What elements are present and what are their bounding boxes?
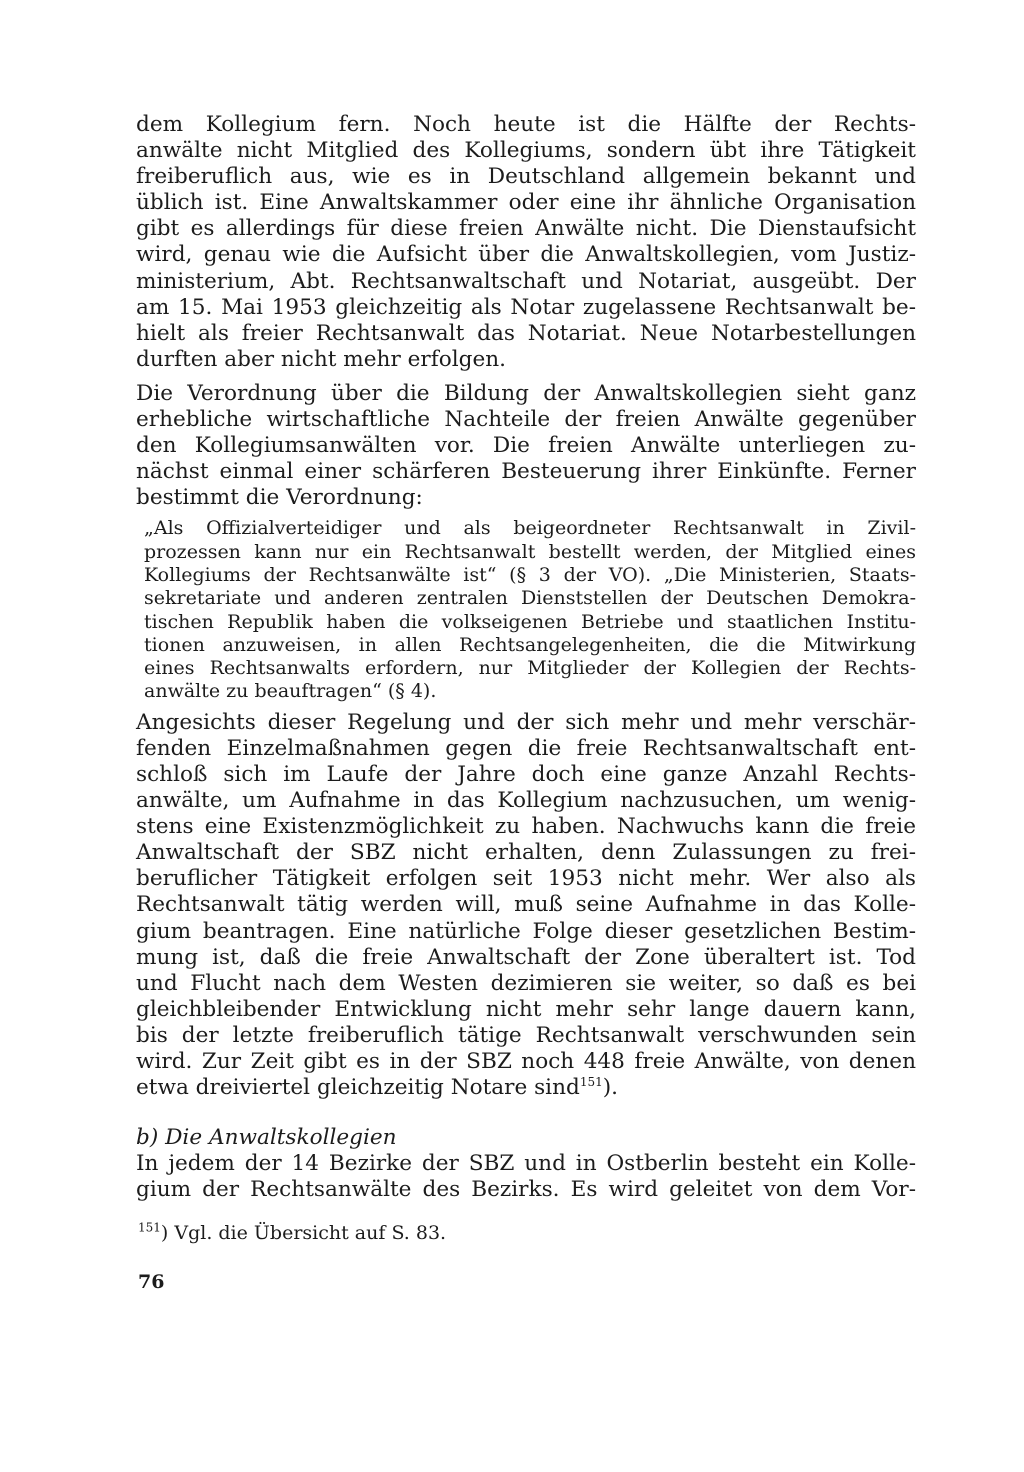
text-line: Die Verordnung über die Bildung der Anwaltskollegien sieht ganz xyxy=(136,380,916,406)
quote-line: tionen anzuweisen, in allen Rechtsangelegenheiten, die die Mitwirkung xyxy=(144,633,916,656)
text-line: anwälte nicht Mitglied des Kollegiums, sondern übt ihre Tätigkeit xyxy=(136,138,916,164)
text-line: am 15. Mai 1953 gleichzeitig als Notar zugelassene Rechtsanwalt be- xyxy=(136,294,916,320)
text-line: Anwaltschaft der SBZ nicht erhalten, denn Zulassungen zu frei- xyxy=(136,840,916,866)
text-line: und Flucht nach dem Westen dezimieren sie weiter, so daß es bei xyxy=(136,970,916,996)
text-line: In jedem der 14 Bezirke der SBZ und in Ostberlin besteht ein Kolle- xyxy=(136,1151,916,1177)
footnote-mark: 151 xyxy=(138,1221,161,1236)
text-line: üblich ist. Eine Anwaltskammer oder eine ihr ähnliche Organisation xyxy=(136,190,916,216)
text-line: gibt es allerdings für diese freien Anwälte nicht. Die Dienstaufsicht xyxy=(136,216,916,242)
text-line: Rechtsanwalt tätig werden will, muß seine Aufnahme in das Kolle- xyxy=(136,892,916,918)
block-quote xyxy=(144,517,916,703)
text-line: wird, genau wie die Aufsicht über die Anwaltskollegien, vom Justiz- xyxy=(136,242,916,268)
footnote xyxy=(136,1221,916,1245)
text-line: anwälte, um Aufnahme in das Kollegium nachzusuchen, um wenig- xyxy=(136,788,916,814)
footnote-reference[interactable]: 151 xyxy=(579,1074,603,1089)
text-line: bestimmt die Verordnung: xyxy=(136,485,423,511)
text-line: dem Kollegium fern. Noch heute ist die Hälfte der Rechts- xyxy=(136,112,916,137)
text-line: freiberuflich aus, wie es in Deutschland allgemein bekannt und xyxy=(136,164,916,190)
paragraph-2 xyxy=(136,381,916,511)
text-line: stens eine Existenzmöglichkeit zu haben. Nachwuchs kann die freie xyxy=(136,814,916,840)
paragraph-1 xyxy=(136,112,916,373)
text-fragment: ). xyxy=(602,1075,619,1101)
quote-line: „Als Offizialverteidiger und als beigeordneter Rechtsanwalt in Zivil- xyxy=(144,517,916,540)
text-line: beruflicher Tätigkeit erfolgen seit 1953 nicht mehr. Wer also als xyxy=(136,866,916,892)
quote-line: Kollegiums der Rechtsanwälte ist“ (§ 3 der VO). „Die Ministerien, Staats- xyxy=(144,564,916,586)
paragraph-4 xyxy=(136,1151,916,1203)
text-line: Angesichts dieser Regelung und der sich mehr und mehr verschär- xyxy=(136,709,916,735)
document-page xyxy=(136,112,916,1293)
text-fragment: etwa dreiviertel gleichzeitig Notare sind xyxy=(136,1075,580,1101)
text-line: hielt als freier Rechtsanwalt das Notariat. Neue Notarbestellungen xyxy=(136,320,916,346)
text-line: den Kollegiumsanwälten vor. Die freien Anwälte unterliegen zu- xyxy=(136,433,916,459)
text-line: erhebliche wirtschaftliche Nachteile der freien Anwälte gegenüber xyxy=(136,407,916,433)
section-heading: b) Die Anwaltskollegien xyxy=(136,1125,397,1151)
page-number: 76 xyxy=(138,1271,165,1294)
quote-line: eines Rechtsanwalts erfordern, nur Mitglieder der Kollegien der Rechts- xyxy=(144,657,916,680)
text-line: fenden Einzelmaßnahmen gegen die freie Rechtsanwaltschaft ent- xyxy=(136,735,916,761)
quote-line: prozessen kann nur ein Rechtsanwalt bestellt werden, der Mitglied eines xyxy=(144,540,916,563)
quote-line: anwälte zu beauftragen“ (§ 4). xyxy=(144,680,437,703)
paragraph-3 xyxy=(136,710,916,1101)
text-line: schloß sich im Laufe der Jahre doch eine ganze Anzahl Rechts- xyxy=(136,761,916,787)
text-line: wird. Zur Zeit gibt es in der SBZ noch 448 freie Anwälte, von denen xyxy=(136,1049,916,1074)
text-line: gleichbleibender Entwicklung nicht mehr sehr lange dauern kann, xyxy=(136,996,916,1022)
text-line: bis der letzte freiberuflich tätige Rechtsanwalt verschwunden sein xyxy=(136,1022,916,1048)
text-line: gium der Rechtsanwälte des Bezirks. Es wird geleitet von dem Vor- xyxy=(136,1177,916,1203)
text-line: ministerium, Abt. Rechtsanwaltschaft und Notariat, ausgeübt. Der xyxy=(136,268,916,294)
quote-line: sekretariate und anderen zentralen Dienststellen der Deutschen Demokra- xyxy=(144,587,916,610)
text-line: nächst einmal einer schärferen Besteuerung ihrer Einkünfte. Ferner xyxy=(136,459,916,485)
text-line xyxy=(136,1075,916,1101)
footnote-text: ) Vgl. die Übersicht auf S. 83. xyxy=(160,1222,447,1245)
text-line: gium beantragen. Eine natürliche Folge dieser gesetzlichen Bestim- xyxy=(136,918,916,944)
text-line: mung ist, daß die freie Anwaltschaft der Zone überaltert ist. Tod xyxy=(136,944,916,970)
text-line: durften aber nicht mehr erfolgen. xyxy=(136,346,507,372)
quote-line: tischen Republik haben die volkseigenen Betriebe und staatlichen Institu- xyxy=(144,610,916,633)
